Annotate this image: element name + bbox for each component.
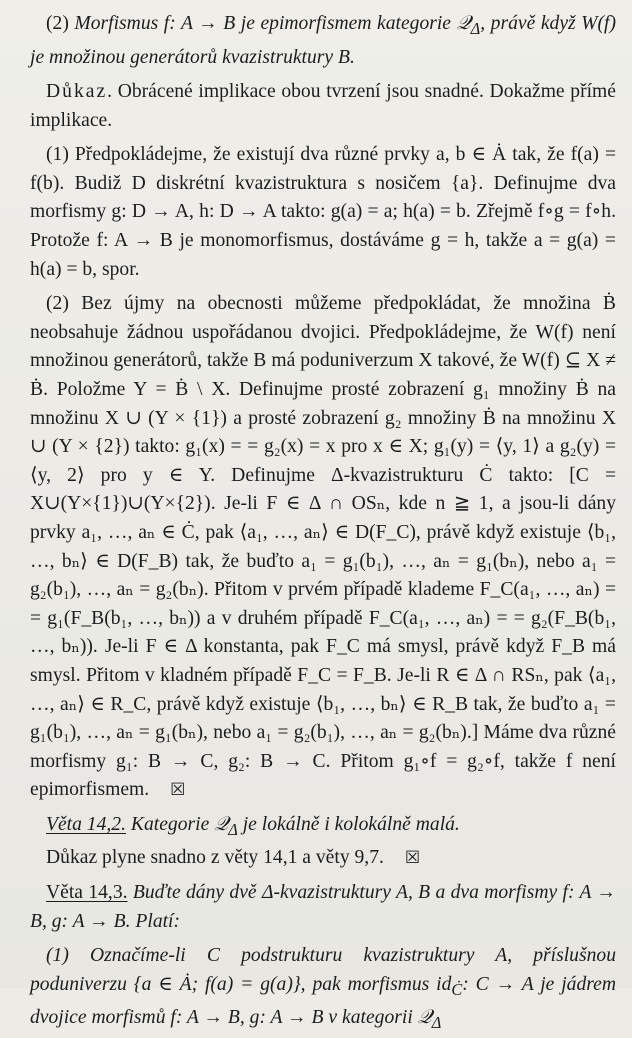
paragraph — [30, 844, 616, 873]
text-run: Kategorie 𝒬 — [126, 813, 229, 835]
paragraph — [30, 290, 616, 805]
text-run: Morfismus f: A → B je epimorfismem kategorie 𝒬 — [74, 13, 471, 34]
text-run: (1) Předpokládejme, že existují dva různé prvky a, b ∈ Ȧ tak, že f(a) = f(b). Budiž D diskrétní kvazistruktura s nosičem {a}. Definujme dva morfismy g: D → A, h: D → A takto: g(a) = a; h(a) = b. Zřejmě f∘g = f∘h. Protože f: A → B je monomorfismus, dostáváme g = h, takže a = g(a) = h(a) = b, spor. — [30, 144, 616, 280]
text-run: je lokálně i kolokálně malá. — [237, 813, 460, 835]
qed-box-icon: ☒ — [404, 848, 421, 868]
text-run: (2) Bez újmy na obecnosti můžeme předpokládat, že množina Ḃ neobsahuje žádnou uspořádanou dvojici. Předpokládejme, že W(f) není množinou generátorů, takže B má poduniverzum X takové, že W(f) ⊆ X ≠ Ḃ. Položme Y = Ḃ \ X. Definujme prosté zobrazení g₁ množiny Ḃ na množinu X ∪ (Y × {1}) a prosté zobrazení g₂ množiny Ḃ na množinu X ∪ (Y × {2}) takto: g₁(x) = = g₂(x) = x pro x ∈ X; g₁(y) = ⟨y, 1⟩ a g₂(y) = ⟨y, 2⟩ pro y ∈ Y. Definujme Δ-kvazistrukturu Ċ takto: [C = X∪(Y×{1})∪(Y×{2}). Je-li F ∈ Δ ∩ OSₙ, kde n ≧ 1, a jsou-li dány prvky a₁, …, aₙ ∈ Ċ, pak ⟨a₁, …, aₙ⟩ ∈ D(F_C), právě když existuje ⟨b₁, …, bₙ⟩ ∈ D(F_B) tak, že buďto a₁ = g₁(b₁), …, aₙ = g₁(bₙ), nebo a₁ = g₂(b₁), …, aₙ = g₂(bₙ). Přitom v prvém případě klademe F_C(a₁, …, aₙ) = = g₁(F_B(b₁, …, bₙ)) a v druhém případě F_C(a₁, …, aₙ) = = g₂(F_B(b₁, …, bₙ)). Je-li F ∈ Δ konstanta, pak F_C má smysl, právě když F_B má smysl. Přitom v kladném případě F_C = F_B. Je-li R ∈ Δ ∩ RSₙ, pak ⟨a₁, …, aₙ⟩ ∈ R_C, právě když existuje ⟨b₁, …, bₙ⟩ ∈ R_B tak, že buďto a₁ = g₁(b₁), …, aₙ = g₁(bₙ), nebo a₁ = g₂(b₁), …, aₙ = g₂(bₙ).] Máme dva různé morfismy g₁: B → C, g₂: B → C. Přitom g₁∘f = g₂∘f, takže f není epimorfismem. — [30, 293, 616, 801]
text-run: Důkaz — [46, 81, 108, 103]
text-run: Ċ — [451, 979, 463, 999]
paragraph — [30, 811, 616, 845]
qed-box-icon: ☒ — [170, 780, 186, 800]
text-run: Buďte dány dvě Δ-kvazistruktury A, B a dva morfismy f: A → B, g: A → B. Platí: — [30, 882, 616, 932]
paragraph — [30, 10, 616, 72]
text-run: . Obrácené implikace obou tvrzení jsou snadné. Dokažme přímé implikace. — [30, 81, 616, 131]
text-run: Věta 14,2. — [46, 813, 126, 835]
document-body — [30, 10, 616, 1038]
paragraph — [30, 879, 616, 936]
text-run: (1) Označíme-li C podstrukturu kvazistruktury A, příslušnou poduniverzu {a ∈ Ȧ; f(a) = g(a)}, pak morfismus id — [30, 945, 616, 995]
text-run: Δ — [470, 18, 481, 38]
text-run: : C → A je jádrem dvojice morfismů f: A → B, g: A → B v kategorii 𝒬 — [30, 973, 616, 1029]
text-run: , právě když W(f) je množinou generátorů kvazistruktury B. — [30, 13, 617, 68]
paragraph — [30, 78, 616, 135]
text-run: (2) — [46, 13, 75, 34]
text-run: Δ — [431, 1013, 442, 1033]
paragraph — [30, 942, 616, 1038]
paragraph — [30, 141, 616, 284]
text-run: Věta 14,3. — [46, 882, 128, 904]
text-run: Důkaz plyne snadno z věty 14,1 a věty 9,7. — [46, 847, 389, 869]
text-run: Δ — [228, 819, 238, 839]
